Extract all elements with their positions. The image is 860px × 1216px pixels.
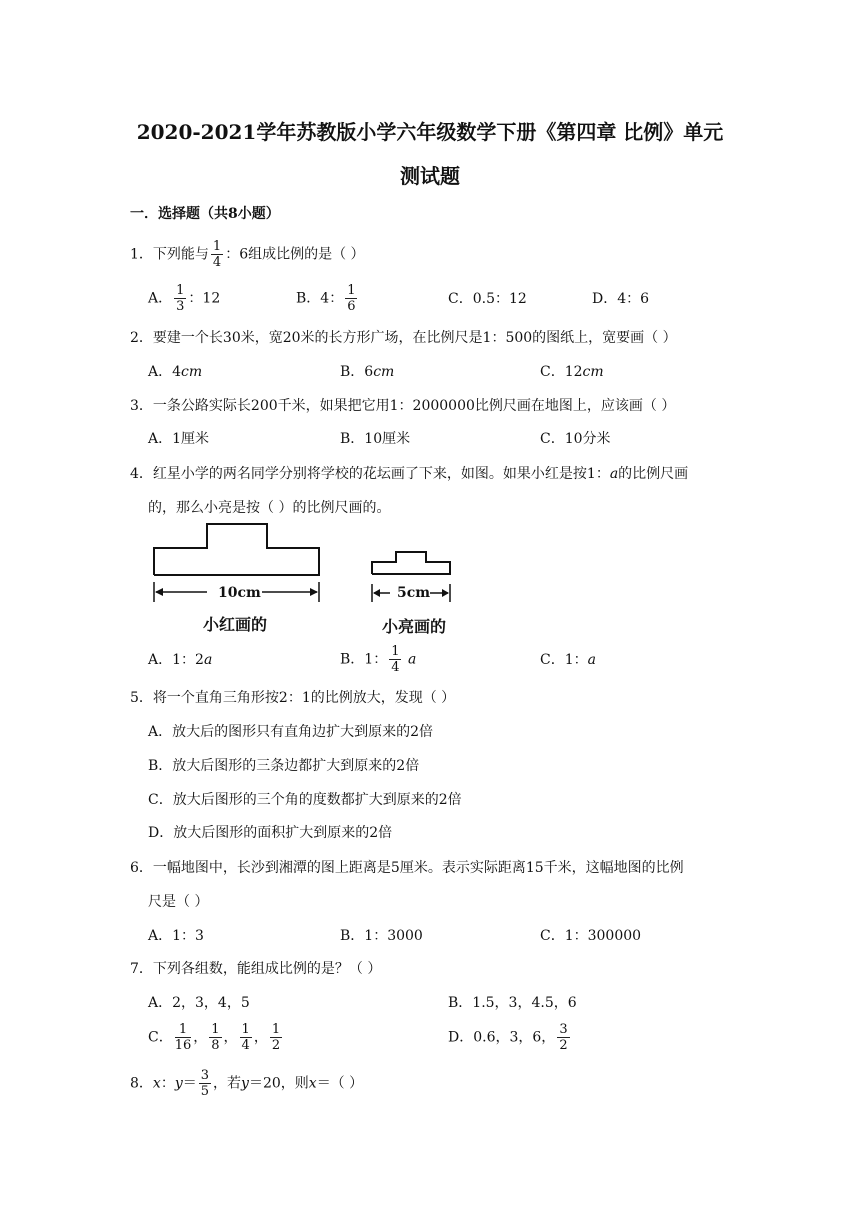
q4-option-a[interactable] [148,649,212,669]
q5-option-c[interactable]: C．放大后图形的三个角的度数都扩大到原来的2倍 [148,792,462,808]
option-label: C． [148,1029,173,1046]
q6-option-b[interactable]: B．1：3000 [340,928,423,944]
q6-option-a[interactable]: A．1：3 [148,928,204,944]
fraction-denominator: 8 [211,1038,220,1053]
fraction-denominator: 4 [391,660,400,675]
question-7: 7．下列各组数，能组成比例的是？（ ） [130,961,382,977]
fraction-denominator: 4 [212,255,222,270]
fraction-denominator: 6 [347,299,356,314]
option-label: D．0.6，3，6， [448,1029,556,1046]
question-4-line2: 的，那么小亮是按（ ）的比例尺画的。 [148,500,391,516]
option-fraction [209,1023,221,1052]
question-4-line1 [130,463,688,483]
figure-xiaoliang-caption: 小亮画的 [382,617,447,636]
q2-option-a[interactable] [148,361,202,381]
option-fraction [270,1023,282,1052]
variable-x: x [308,1075,317,1092]
option-text: C．12 [540,364,583,380]
q3-option-b[interactable]: B．10厘米 [340,431,411,447]
option-fraction [389,645,401,674]
q3-option-a[interactable]: A．1厘米 [148,431,210,447]
option-fraction [175,1023,192,1052]
q7-option-d[interactable] [448,1023,572,1052]
separator: ， [253,1029,268,1046]
question-number: 8． [130,1075,153,1092]
question-2: 2．要建一个长30米，宽20米的长方形广场，在比例尺是1：500的图纸上，宽要画（ ） [130,330,677,346]
q6-option-c[interactable]: C．1：300000 [540,928,642,944]
q2-option-b[interactable] [340,361,394,381]
question-5: 5．将一个直角三角形按2：1的比例放大，发现（ ） [130,690,456,706]
arrow-left-icon [373,589,380,597]
fraction-denominator: 5 [200,1084,210,1099]
variable-a: a [203,652,213,668]
question-6-line2: 尺是（ ） [148,894,209,910]
fraction-numerator: 1 [347,283,356,298]
fraction-numerator: 1 [212,239,222,254]
question-text: ＝ [182,1075,197,1092]
option-unit: cm [373,364,395,380]
variable-a: a [587,652,596,668]
variable-y: y [174,1075,183,1092]
figure-xiaohong-caption: 小红画的 [203,615,268,634]
document-title-line2: 测试题 [400,164,460,188]
fraction-numerator: 1 [175,1023,192,1038]
q4-option-b[interactable] [340,645,416,674]
question-8-fraction [199,1069,211,1098]
option-text: A．1：2 [148,652,204,668]
option-fraction [174,284,186,313]
option-text: ：12 [188,290,221,307]
q1-option-c[interactable]: C．0.5：12 [448,291,527,307]
option-unit: cm [181,364,203,380]
q4-option-c[interactable] [540,649,596,669]
q3-option-c[interactable]: C．10分米 [540,431,611,447]
q5-option-b[interactable]: B．放大后图形的三条边都扩大到原来的2倍 [148,758,420,774]
fraction-denominator: 16 [174,1038,192,1053]
question-text: 的比例尺画 [618,466,689,482]
question-8 [130,1069,363,1098]
option-text: B．6 [340,364,374,380]
fraction-denominator: 4 [241,1038,250,1053]
q7-option-c[interactable] [148,1023,284,1052]
question-1-text-post: ：6组成比例的是（ ） [225,246,365,263]
separator: ， [223,1029,238,1046]
document-title-line1: 2020-2021学年苏教版小学六年级数学下册《第四章 比例》单元 [136,120,724,144]
fraction-denominator: 2 [271,1038,281,1053]
option-label: B．1： [340,651,388,668]
q7-option-a[interactable]: A．2，3，4，5 [148,995,250,1011]
arrow-left-icon [155,588,163,596]
variable-a: a [609,466,619,482]
option-fraction [345,284,357,313]
question-text: ： [160,1075,175,1092]
fraction-numerator: 3 [200,1068,210,1083]
question-text: ，若 [213,1075,242,1092]
option-label: A． [148,290,173,307]
flowerbed-outline [154,524,319,575]
question-text: ＝（ ） [316,1075,364,1092]
q2-option-c[interactable] [540,361,604,381]
section-heading: 一．选择题（共8小题） [130,206,280,222]
figure-xiaoliang-length: 5cm [397,585,431,601]
question-1-fraction [211,240,223,269]
variable-y: y [241,1075,249,1092]
q1-option-a[interactable] [148,284,220,313]
fraction-numerator: 3 [559,1022,568,1037]
q5-option-a[interactable]: A．放大后的图形只有直角边扩大到原来的2倍 [148,724,434,740]
question-6-line1: 6．一幅地图中，长沙到湘潭的图上距离是5厘米。表示实际距离15千米，这幅地图的比例 [130,860,684,876]
question-text: ＝20，则 [248,1075,309,1092]
question-1-text-pre: 1．下列能与 [130,246,209,263]
option-fraction [240,1023,252,1052]
fraction-denominator: 3 [176,299,185,314]
fraction-denominator: 2 [559,1038,568,1053]
figure-xiaohong-length: 10cm [218,585,261,601]
q1-option-b[interactable] [296,284,359,313]
arrow-right-icon [310,588,318,596]
separator: ， [193,1029,208,1046]
question-text: 4．红星小学的两名同学分别将学校的花坛画了下来，如图。如果小红是按1： [130,466,610,482]
option-fraction [557,1023,569,1052]
arrow-right-icon [442,589,449,597]
fraction-numerator: 1 [391,644,400,659]
question-3: 3．一条公路实际长200千米，如果把它用1：2000000比例尺画在地图上，应该画（ ） [130,398,676,414]
variable-a: a [407,651,417,668]
flowerbed-outline [372,552,450,574]
option-label: B．4： [296,290,344,307]
fraction-numerator: 1 [176,283,185,298]
option-text: C．1： [540,652,588,668]
option-text: A．4 [148,364,182,380]
variable-x: x [152,1075,161,1092]
q7-option-b[interactable]: B．1.5，3，4.5，6 [448,995,577,1011]
fraction-numerator: 1 [211,1022,220,1037]
fraction-numerator: 1 [271,1022,281,1037]
q5-option-d[interactable]: D．放大后图形的面积扩大到原来的2倍 [148,825,393,841]
option-unit: cm [582,364,604,380]
fraction-numerator: 1 [241,1022,250,1037]
q1-option-d[interactable]: D．4：6 [592,291,650,307]
question-1 [130,240,365,269]
